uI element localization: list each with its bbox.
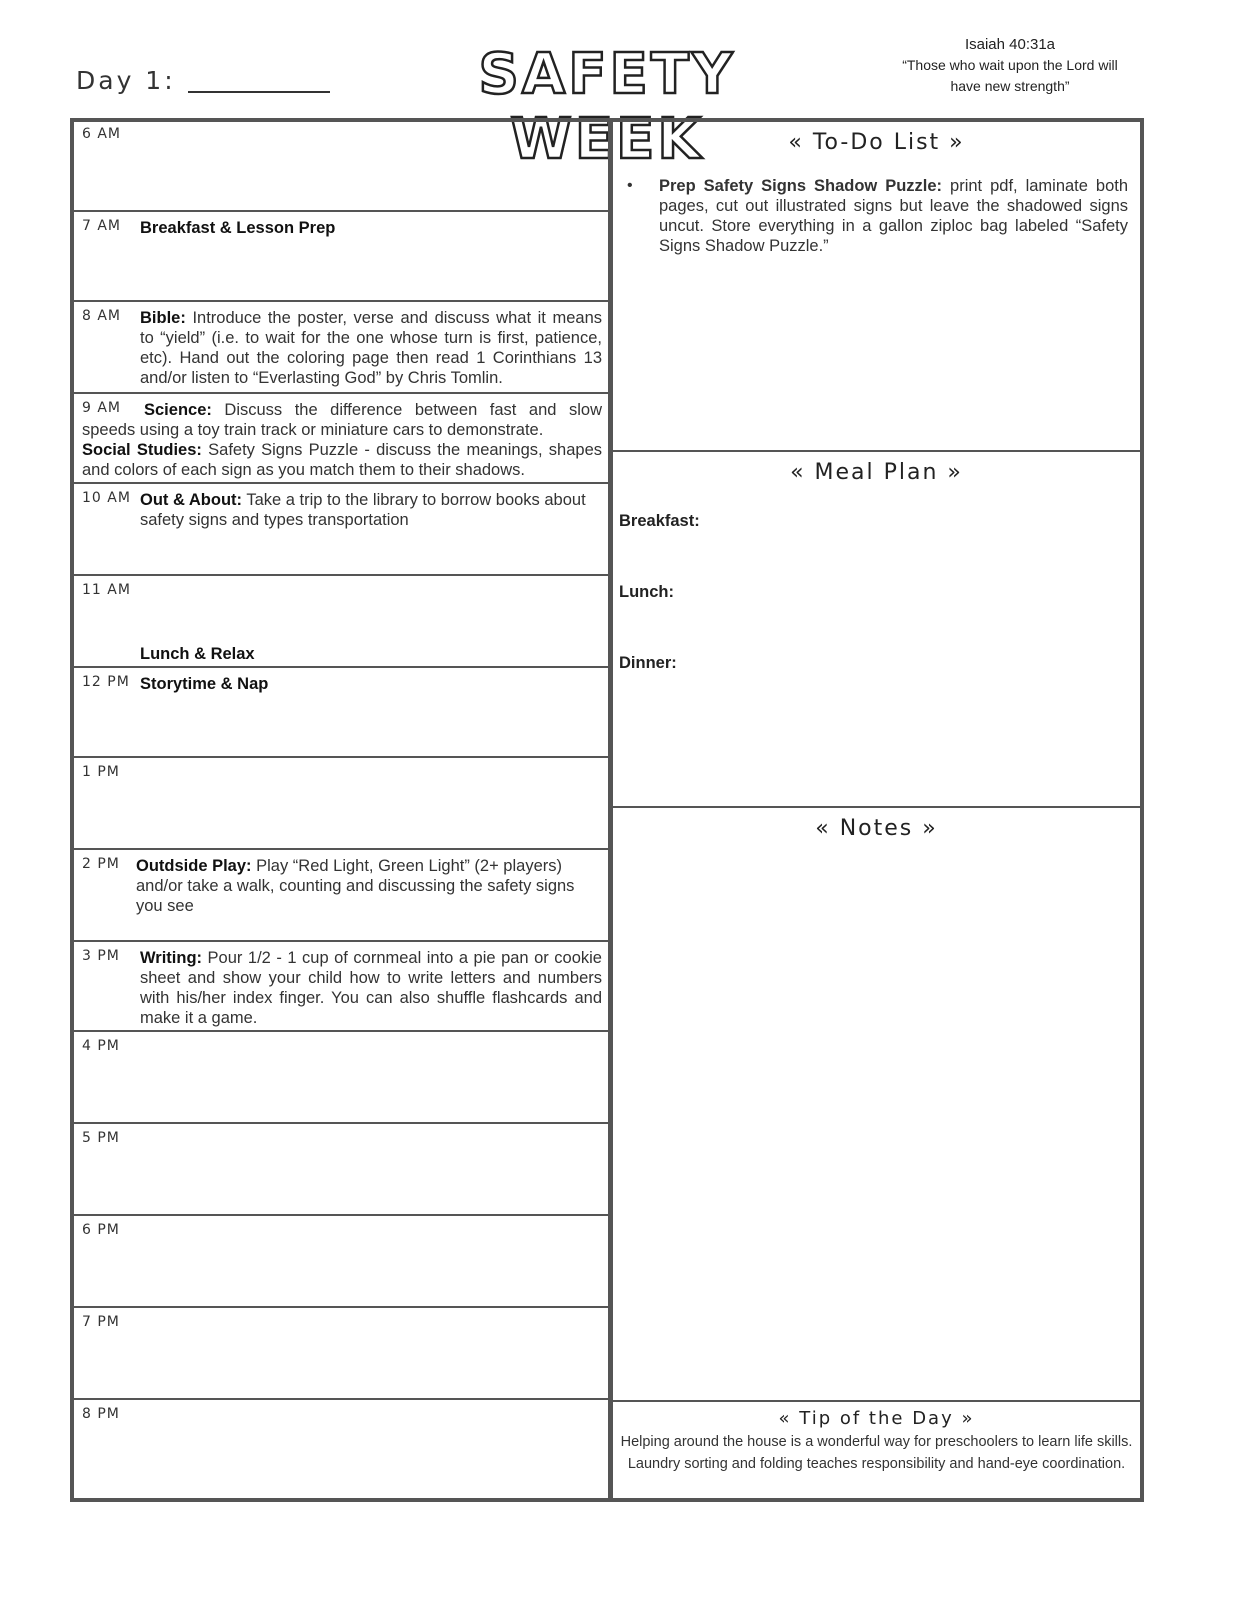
- slot-8am[interactable]: [70, 300, 612, 394]
- meal-plan-title: « Meal Plan »: [790, 460, 963, 485]
- slot-6am[interactable]: [70, 118, 612, 212]
- slot-text: Play “Red Light, Green Light” (2+ players) and/or take a walk, counting and discussing the safety signs you see: [136, 857, 575, 915]
- slot-title: Lunch & Relax: [140, 645, 255, 663]
- slot-time: 6 AM: [82, 126, 122, 142]
- notes-title: « Notes »: [815, 816, 938, 841]
- slot-3pm[interactable]: [70, 940, 612, 1032]
- slot-11am[interactable]: [70, 574, 612, 668]
- verse-line-2: have new strength”: [950, 78, 1070, 94]
- slot-time: 4 PM: [82, 1038, 120, 1054]
- slot-text: Discuss the difference between fast and slow speeds using a toy train track or miniature cars to demonstrate.: [82, 401, 602, 439]
- meal-dinner-label: Dinner:: [619, 654, 677, 672]
- slot-title: Outdside Play:: [136, 857, 252, 875]
- slot-content: [140, 490, 602, 530]
- slot-8pm[interactable]: [70, 1398, 612, 1502]
- slot-5pm[interactable]: [70, 1122, 612, 1216]
- slot-time: 5 PM: [82, 1130, 120, 1146]
- slot-title: Storytime & Nap: [140, 675, 269, 693]
- verse-reference: Isaiah 40:31a: [964, 36, 1056, 53]
- slot-content: [140, 948, 602, 1028]
- slot-time: 12 PM: [82, 674, 130, 690]
- schedule-column: [70, 118, 612, 1502]
- todo-item: [627, 176, 1128, 256]
- bullet-icon: •: [627, 177, 633, 194]
- slot-time: 8 AM: [82, 308, 122, 324]
- slot-12pm[interactable]: [70, 666, 612, 758]
- slot-content: [136, 856, 602, 916]
- slot-text-2: Safety Signs Puzzle - discuss the meanings, shapes and colors of each sign as you match them to their shadows.: [82, 441, 603, 479]
- slot-time: 7 AM: [82, 218, 122, 234]
- slot-text: Introduce the poster, verse and discuss what it means to “yield” (i.e. to wait for the one whose turn is first, patience, etc). Hand out the coloring page then read 1 Corinthians 13 and/or listen to “Everlasting God” by Chris Tomlin.: [140, 309, 602, 387]
- slot-4pm[interactable]: [70, 1030, 612, 1124]
- slot-9am[interactable]: [70, 392, 612, 484]
- slot-6pm[interactable]: [70, 1214, 612, 1308]
- bible-verse: [880, 34, 1140, 97]
- slot-time: 6 PM: [82, 1222, 120, 1238]
- todo-item-text: [659, 176, 1128, 256]
- verse-line-1: “Those who wait upon the Lord will: [902, 57, 1118, 73]
- slot-time: 11 AM: [82, 582, 131, 598]
- meal-lunch-label: Lunch:: [619, 583, 674, 601]
- slot-content: [140, 218, 602, 238]
- tip-line-2: Laundry sorting and folding teaches responsibility and hand-eye coordination.: [627, 1456, 1126, 1472]
- slot-7am[interactable]: [70, 210, 612, 302]
- day-blank-line[interactable]: [188, 91, 330, 93]
- slot-10am[interactable]: [70, 482, 612, 576]
- slot-time: 10 AM: [82, 490, 131, 506]
- meal-breakfast-label: Breakfast:: [619, 512, 700, 530]
- slot-title: Bible:: [140, 309, 186, 327]
- tip-panel: [609, 1400, 1144, 1502]
- slot-text: Pour 1/2 - 1 cup of cornmeal into a pie pan or cookie sheet and show your child how to write letters and numbers with his/her index finger. You can also shuffle flashcards and make it a game.: [140, 949, 602, 1027]
- slot-content: [82, 400, 602, 440]
- tip-line-1: Helping around the house is a wonderful way for preschoolers to learn life skills.: [620, 1434, 1133, 1450]
- slot-title: Writing:: [140, 949, 203, 967]
- todo-item-title: Prep Safety Signs Shadow Puzzle:: [659, 177, 943, 195]
- slot-content: [140, 308, 602, 388]
- slot-time: 7 PM: [82, 1314, 120, 1330]
- slot-time: 9 AM: [82, 400, 122, 416]
- slot-title: Out & About:: [140, 491, 243, 509]
- slot-1pm[interactable]: [70, 756, 612, 850]
- slot-content: [140, 644, 602, 664]
- slot-title-2: Social Studies:: [82, 441, 202, 459]
- slot-time: 1 PM: [82, 764, 120, 780]
- slot-time: 2 PM: [82, 856, 120, 872]
- meal-plan-panel[interactable]: [609, 450, 1144, 808]
- todo-title: « To-Do List »: [788, 130, 965, 155]
- slot-2pm[interactable]: [70, 848, 612, 942]
- tip-text: [613, 1431, 1140, 1475]
- todo-panel[interactable]: [609, 118, 1144, 452]
- tip-title: « Tip of the Day »: [778, 1408, 975, 1429]
- slot-time: 3 PM: [82, 948, 120, 964]
- day-label: [76, 66, 330, 95]
- notes-panel[interactable]: [609, 806, 1144, 1402]
- slot-text: Take a trip to the library to borrow books about safety signs and types transportation: [140, 491, 586, 529]
- slot-title: Science:: [144, 401, 212, 419]
- slot-content: [140, 674, 602, 694]
- slot-time: 8 PM: [82, 1406, 120, 1422]
- todo-item-body: print pdf, laminate both pages, cut out illustrated signs but leave the shadowed signs uncut. Store everything in a gallon ziploc bag labeled “Safety Signs Shadow Puzzle.”: [659, 177, 1129, 255]
- side-column: [609, 118, 1144, 1502]
- day-label-text: Day 1:: [76, 66, 176, 95]
- page-title: SAFETY WEEK: [478, 42, 736, 172]
- slot-7pm[interactable]: [70, 1306, 612, 1400]
- slot-title: Breakfast & Lesson Prep: [140, 219, 336, 237]
- slot-content-2: [82, 440, 602, 480]
